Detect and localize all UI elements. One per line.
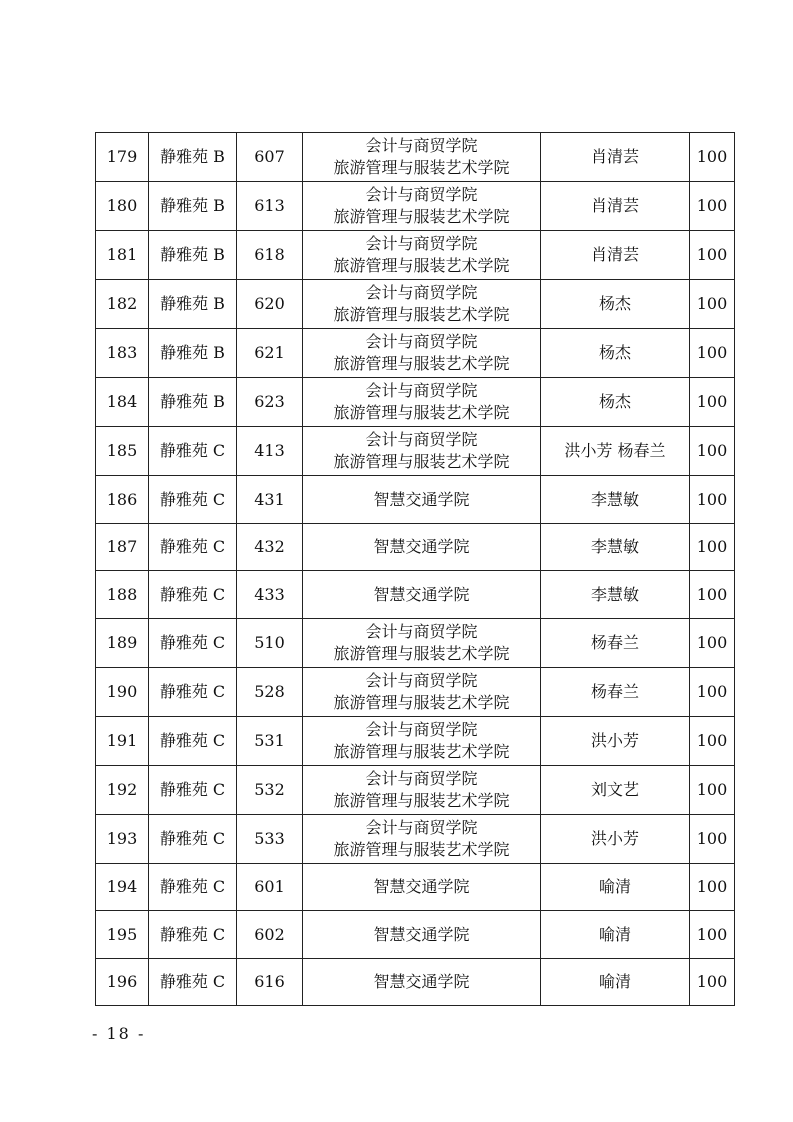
college-cell (303, 864, 541, 911)
manager-cell: 肖清芸 (541, 133, 690, 182)
college-name: 智慧交通学院 (373, 489, 470, 509)
table-body (96, 133, 735, 1006)
building-cell: 静雅苑 C (149, 959, 237, 1006)
score-cell: 100 (690, 476, 735, 524)
room-cell: 431 (237, 476, 303, 524)
row-number-cell: 193 (96, 815, 149, 864)
building-cell: 静雅苑 C (149, 864, 237, 911)
college-name: 会计与商贸学院 (365, 381, 478, 400)
score-cell: 100 (690, 815, 735, 864)
row-number-cell: 196 (96, 959, 149, 1006)
college-name: 旅游管理与服装艺术学院 (333, 742, 510, 761)
score-cell: 100 (690, 378, 735, 427)
college-cell (303, 571, 541, 619)
college-name: 会计与商贸学院 (365, 430, 478, 449)
building-cell: 静雅苑 B (149, 182, 237, 231)
room-cell: 528 (237, 668, 303, 717)
table-row (96, 668, 735, 717)
table-row (96, 571, 735, 619)
manager-cell: 洪小芳 (541, 717, 690, 766)
row-number-cell: 191 (96, 717, 149, 766)
building-cell: 静雅苑 C (149, 815, 237, 864)
manager-cell: 李慧敏 (541, 571, 690, 619)
college-name: 智慧交通学院 (373, 537, 470, 556)
row-number-cell: 186 (96, 476, 149, 524)
college-cell (303, 231, 541, 280)
page-number: - 18 - (92, 1024, 146, 1043)
score-cell: 100 (690, 717, 735, 766)
manager-cell: 杨春兰 (541, 619, 690, 668)
row-number-cell: 184 (96, 378, 149, 427)
college-cell (303, 668, 541, 717)
college-name: 会计与商贸学院 (365, 622, 478, 641)
room-cell: 601 (237, 864, 303, 911)
row-number-cell: 183 (96, 329, 149, 378)
building-cell: 静雅苑 C (149, 668, 237, 717)
college-name: 旅游管理与服装艺术学院 (333, 840, 510, 859)
score-cell: 100 (690, 959, 735, 1006)
row-number-cell: 194 (96, 864, 149, 911)
score-cell: 100 (690, 864, 735, 911)
college-name: 旅游管理与服装艺术学院 (333, 693, 510, 712)
score-cell: 100 (690, 766, 735, 815)
table-row (96, 619, 735, 668)
college-cell (303, 911, 541, 959)
college-cell (303, 329, 541, 378)
college-cell (303, 815, 541, 864)
college-name: 旅游管理与服装艺术学院 (333, 403, 510, 422)
college-name: 会计与商贸学院 (365, 769, 478, 788)
score-cell: 100 (690, 427, 735, 476)
building-cell: 静雅苑 B (149, 378, 237, 427)
college-name: 旅游管理与服装艺术学院 (333, 644, 510, 663)
college-name: 旅游管理与服装艺术学院 (333, 354, 510, 373)
row-number-cell: 182 (96, 280, 149, 329)
room-cell: 623 (237, 378, 303, 427)
table-row (96, 427, 735, 476)
room-cell: 620 (237, 280, 303, 329)
college-cell (303, 280, 541, 329)
college-name: 会计与商贸学院 (365, 234, 478, 253)
college-name: 旅游管理与服装艺术学院 (333, 791, 510, 810)
table-row (96, 717, 735, 766)
row-number-cell: 190 (96, 668, 149, 717)
table-row (96, 911, 735, 959)
college-name: 旅游管理与服装艺术学院 (333, 305, 510, 324)
college-cell (303, 182, 541, 231)
table-row (96, 378, 735, 427)
college-cell (303, 619, 541, 668)
college-name: 会计与商贸学院 (365, 671, 478, 690)
building-cell: 静雅苑 C (149, 766, 237, 815)
building-cell: 静雅苑 B (149, 231, 237, 280)
college-cell (303, 133, 541, 182)
college-name: 智慧交通学院 (373, 877, 470, 896)
score-cell: 100 (690, 911, 735, 959)
room-cell: 602 (237, 911, 303, 959)
score-cell: 100 (690, 182, 735, 231)
college-name: 智慧交通学院 (373, 924, 470, 944)
college-name: 会计与商贸学院 (365, 720, 478, 739)
manager-cell: 洪小芳 杨春兰 (541, 427, 690, 476)
row-number-cell: 189 (96, 619, 149, 668)
college-name: 会计与商贸学院 (365, 136, 478, 155)
room-cell: 616 (237, 959, 303, 1006)
table-row (96, 766, 735, 815)
dormitory-score-table (95, 132, 735, 1006)
score-cell: 100 (690, 571, 735, 619)
row-number-cell: 188 (96, 571, 149, 619)
college-name: 旅游管理与服装艺术学院 (333, 207, 510, 226)
manager-cell: 杨杰 (541, 329, 690, 378)
college-cell (303, 766, 541, 815)
table-row (96, 476, 735, 524)
room-cell: 533 (237, 815, 303, 864)
building-cell: 静雅苑 B (149, 329, 237, 378)
manager-cell: 杨杰 (541, 378, 690, 427)
college-name: 会计与商贸学院 (365, 185, 478, 204)
college-name: 会计与商贸学院 (365, 818, 478, 837)
manager-cell: 喻清 (541, 864, 690, 911)
table-row (96, 524, 735, 571)
table-row (96, 864, 735, 911)
row-number-cell: 185 (96, 427, 149, 476)
manager-cell: 李慧敏 (541, 476, 690, 524)
college-name: 旅游管理与服装艺术学院 (333, 158, 510, 177)
building-cell: 静雅苑 C (149, 571, 237, 619)
room-cell: 433 (237, 571, 303, 619)
room-cell: 607 (237, 133, 303, 182)
room-cell: 532 (237, 766, 303, 815)
building-cell: 静雅苑 B (149, 280, 237, 329)
manager-cell: 洪小芳 (541, 815, 690, 864)
college-cell (303, 378, 541, 427)
row-number-cell: 195 (96, 911, 149, 959)
college-cell (303, 959, 541, 1006)
room-cell: 618 (237, 231, 303, 280)
college-name: 智慧交通学院 (373, 584, 470, 604)
room-cell: 621 (237, 329, 303, 378)
score-cell: 100 (690, 280, 735, 329)
college-cell (303, 524, 541, 571)
row-number-cell: 192 (96, 766, 149, 815)
manager-cell: 杨春兰 (541, 668, 690, 717)
manager-cell: 李慧敏 (541, 524, 690, 571)
score-cell: 100 (690, 329, 735, 378)
room-cell: 531 (237, 717, 303, 766)
building-cell: 静雅苑 B (149, 133, 237, 182)
table-row (96, 280, 735, 329)
building-cell: 静雅苑 C (149, 717, 237, 766)
college-name: 会计与商贸学院 (365, 283, 478, 302)
score-cell: 100 (690, 619, 735, 668)
manager-cell: 杨杰 (541, 280, 690, 329)
college-name: 旅游管理与服装艺术学院 (333, 256, 510, 275)
table-row (96, 133, 735, 182)
table-row (96, 231, 735, 280)
table-row (96, 959, 735, 1006)
table-row (96, 329, 735, 378)
row-number-cell: 179 (96, 133, 149, 182)
table-row (96, 182, 735, 231)
table-row (96, 815, 735, 864)
building-cell: 静雅苑 C (149, 476, 237, 524)
manager-cell: 肖清芸 (541, 182, 690, 231)
score-cell: 100 (690, 668, 735, 717)
college-cell (303, 476, 541, 524)
room-cell: 613 (237, 182, 303, 231)
building-cell: 静雅苑 C (149, 911, 237, 959)
score-cell: 100 (690, 133, 735, 182)
row-number-cell: 180 (96, 182, 149, 231)
row-number-cell: 181 (96, 231, 149, 280)
college-name: 智慧交通学院 (373, 972, 470, 991)
row-number-cell: 187 (96, 524, 149, 571)
college-name: 旅游管理与服装艺术学院 (333, 452, 510, 471)
college-cell (303, 427, 541, 476)
building-cell: 静雅苑 C (149, 619, 237, 668)
manager-cell: 刘文艺 (541, 766, 690, 815)
college-cell (303, 717, 541, 766)
score-cell: 100 (690, 524, 735, 571)
room-cell: 413 (237, 427, 303, 476)
building-cell: 静雅苑 C (149, 427, 237, 476)
room-cell: 510 (237, 619, 303, 668)
score-cell: 100 (690, 231, 735, 280)
room-cell: 432 (237, 524, 303, 571)
college-name: 会计与商贸学院 (365, 332, 478, 351)
building-cell: 静雅苑 C (149, 524, 237, 571)
manager-cell: 喻清 (541, 911, 690, 959)
manager-cell: 喻清 (541, 959, 690, 1006)
manager-cell: 肖清芸 (541, 231, 690, 280)
